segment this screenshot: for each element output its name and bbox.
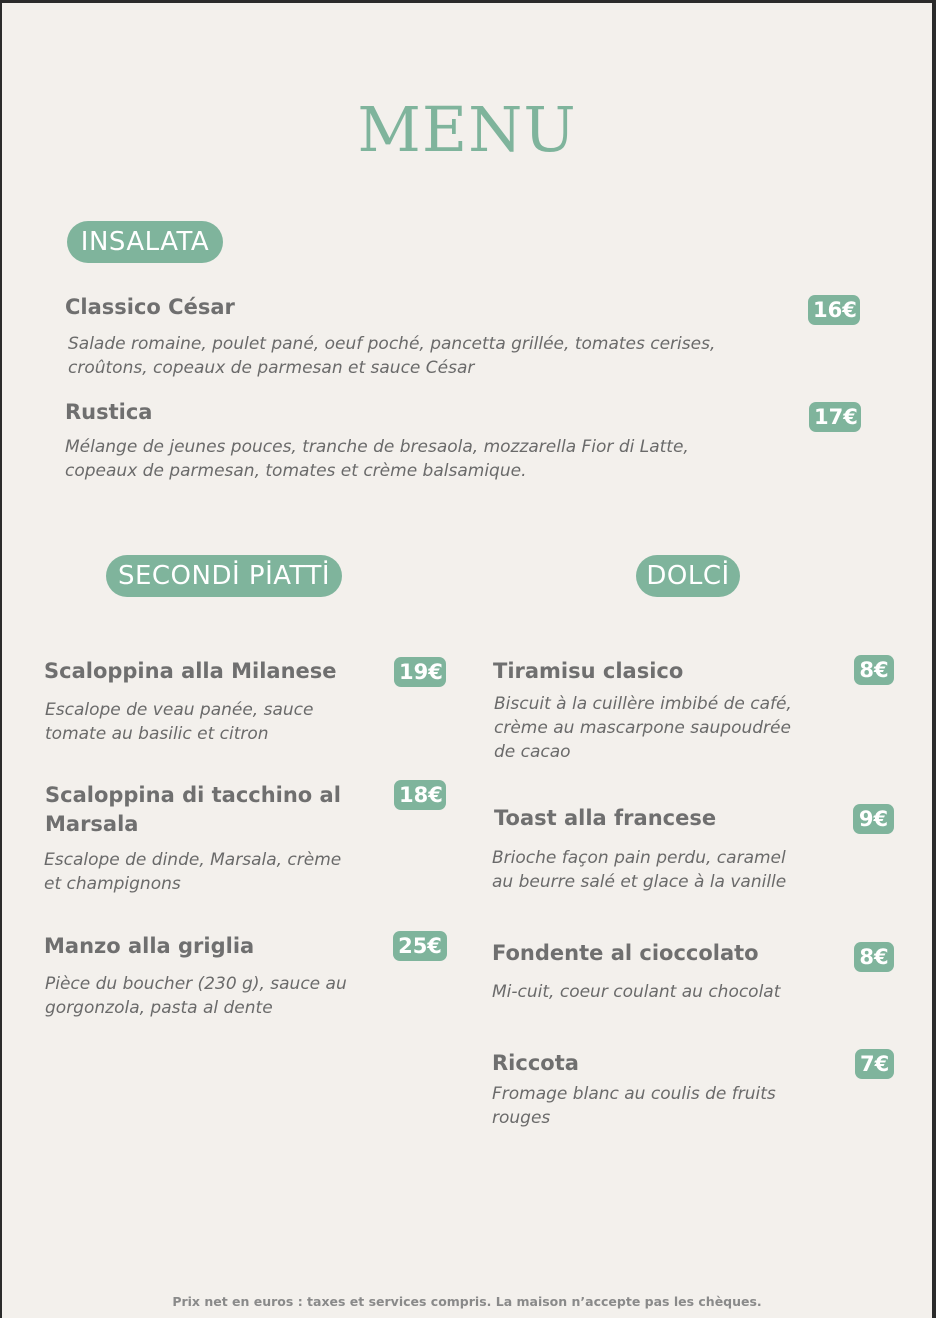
item-name: Classico César xyxy=(65,295,235,319)
menu-page xyxy=(2,3,932,1318)
item-description: Mi-cuit, coeur coulant au chocolat xyxy=(492,982,781,1002)
menu-title: MENU xyxy=(357,93,577,166)
item-description: Mélange de jeunes pouces, tranche de bresaola, mozzarella Fior di Latte, copeaux de parmesan, tomates et crème balsamique. xyxy=(65,437,689,481)
item-name: Fondente al cioccolato xyxy=(492,941,759,965)
price-badge: 9€ xyxy=(853,804,894,834)
item-description: Pièce du boucher (230 g), sauce au gorgonzola, pasta al dente xyxy=(45,974,347,1018)
item-name: Toast alla francese xyxy=(494,806,717,830)
item-name: Tiramisu clasico xyxy=(493,659,684,683)
item-name: Scaloppina di tacchino al Marsala xyxy=(45,783,341,836)
item-description: Escalope de dinde, Marsala, crème et champignons xyxy=(44,850,342,894)
item-description: Biscuit à la cuillère imbibé de café, crème au mascarpone saupoudrée de cacao xyxy=(494,694,792,762)
price-badge: 8€ xyxy=(854,655,894,685)
item-description: Escalope de veau panée, sauce tomate au basilic et citron xyxy=(45,700,314,744)
price-badge: 7€ xyxy=(855,1049,894,1079)
price-badge: 19€ xyxy=(394,657,446,687)
price-badge: 25€ xyxy=(393,931,447,961)
price-badge: 18€ xyxy=(394,780,446,810)
footer-note: Prix net en euros : taxes et services compris. La maison n’accepte pas les chèques. xyxy=(172,1294,762,1309)
section-insalata-label: INSALATA xyxy=(67,221,223,263)
price-badge: 8€ xyxy=(854,942,894,972)
section-secondi-label: SECONDİ PİATTİ xyxy=(106,555,342,597)
price-badge: 17€ xyxy=(809,402,861,432)
item-description: Brioche façon pain perdu, caramel au beurre salé et glace à la vanille xyxy=(492,848,787,892)
item-description: Fromage blanc au coulis de fruits rouges xyxy=(492,1084,776,1128)
price-badge: 16€ xyxy=(808,295,860,325)
section-dolci-label: DOLCİ xyxy=(636,555,740,597)
item-name: Rustica xyxy=(65,400,153,424)
item-description: Salade romaine, poulet pané, oeuf poché, pancetta grillée, tomates cerises, croûtons, copeaux de parmesan et sauce César xyxy=(68,334,716,378)
item-name: Riccota xyxy=(492,1051,579,1075)
item-name: Scaloppina alla Milanese xyxy=(44,659,337,683)
item-name: Manzo alla griglia xyxy=(44,934,255,958)
